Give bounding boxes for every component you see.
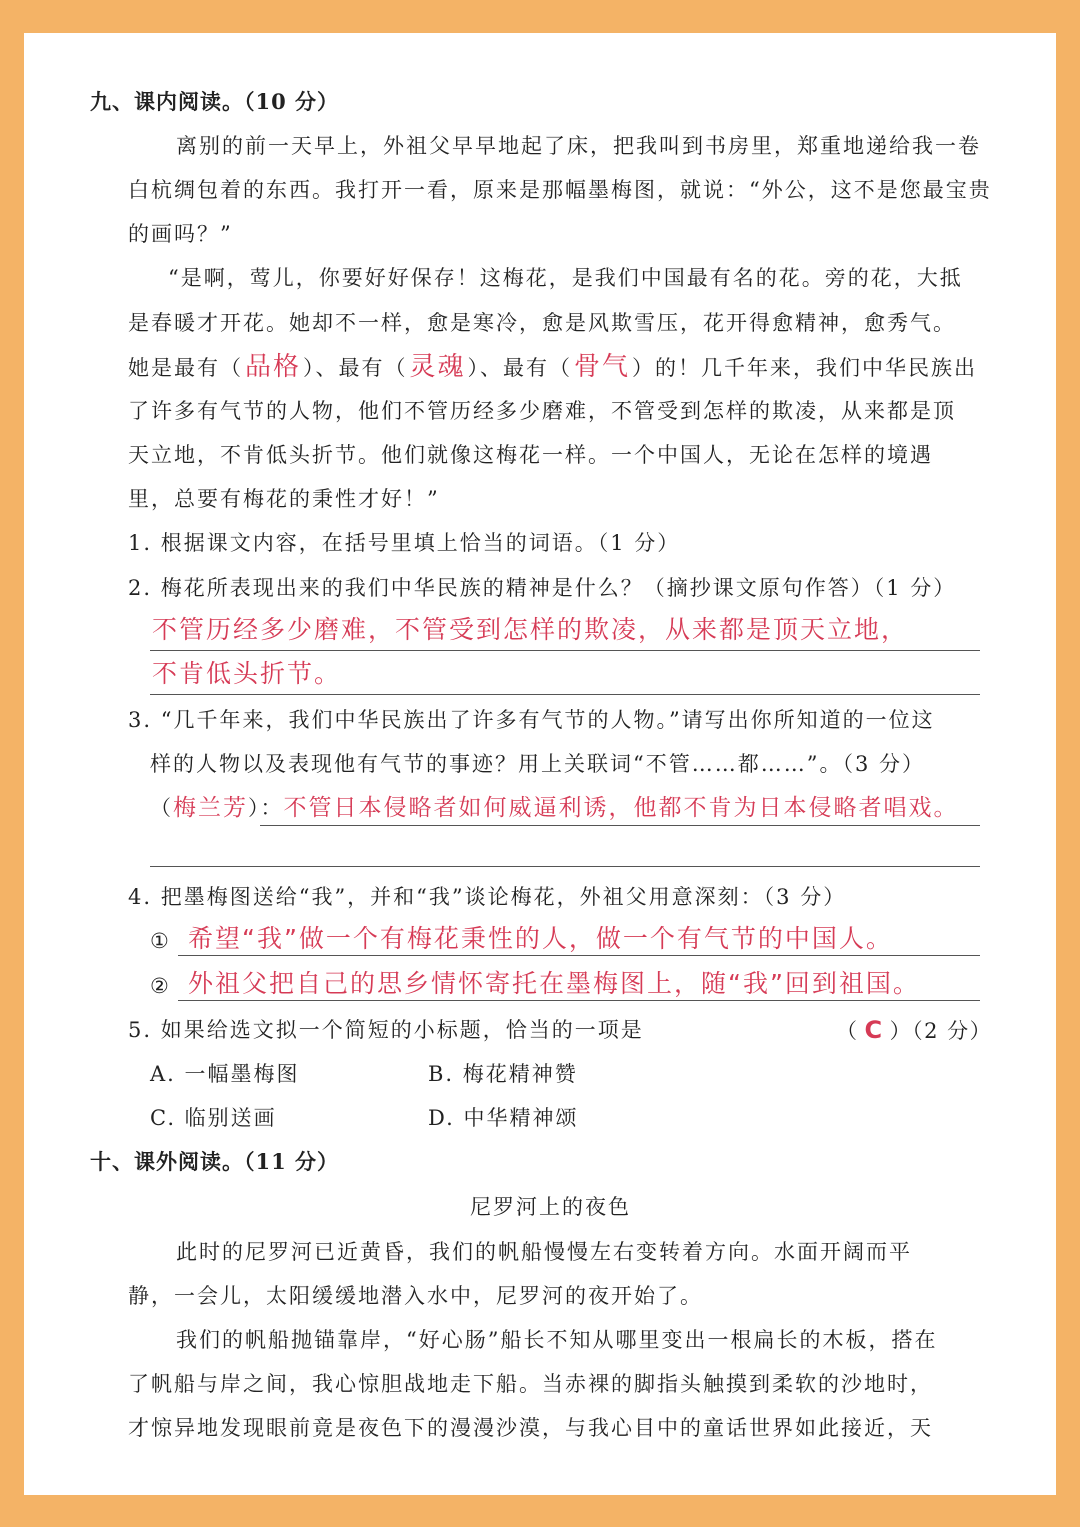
question-1: 1. 根据课文内容，在括号里填上恰当的词语。（1 分） [128,531,681,555]
passage-line: 了许多有气节的人物，他们不管历经多少磨难，不管受到怎样的欺凌，从来都是顶 [128,399,956,423]
answer-underline [150,866,980,867]
passage-line: 是春暖才开花。她却不一样，愈是寒冷，愈是风欺雪压，花开得愈精神，愈秀气。 [128,311,956,335]
section10-heading: 十、课外阅读。（11 分） [90,1149,340,1174]
option-d: D. 中华精神颂 [428,1106,579,1130]
question-4: 4. 把墨梅图送给“我”，并和“我”谈论梅花，外祖父用意深刻：（3 分） [128,885,847,909]
blank-answer-2: 灵魂 [409,352,466,382]
passage-title: 尼罗河上的夜色 [470,1195,631,1219]
passage-line: 里，总要有梅花的秉性才好！” [128,487,440,511]
paren: ）： [248,796,284,820]
blank-answer-3: 骨气 [573,352,630,382]
answer-5-choice: C [864,1016,884,1044]
passage-text: 她是最有（ [128,356,243,380]
answer-underline [150,650,980,651]
question-5-answer [836,1015,992,1046]
paren: （ [150,796,173,820]
answer-underline [260,825,980,826]
blank-answer-1: 品格 [244,352,301,382]
passage-text: ）的！几千年来，我们中华民族出 [632,356,977,380]
paren: ）（2 分） [889,1019,993,1043]
question-5: 5. 如果给选文拟一个简短的小标题，恰当的一项是 [128,1018,644,1042]
passage-line: 天立地，不肯低头折节。他们就像这梅花一样。一个中国人，无论在怎样的境遇 [128,443,933,467]
question-4-marker-2: ② [150,974,171,998]
passage-line: 了帆船与岸之间，我心惊胆战地走下船。当赤裸的脚指头触摸到柔软的沙地时， [128,1372,933,1396]
answer-3-text: 不管日本侵略者如何威逼利诱，他都不肯为日本侵略者唱戏。 [283,795,959,821]
passage-line: 此时的尼罗河已近黄昏，我们的帆船慢慢左右变转着方向。水面开阔而平 [176,1240,912,1264]
answer-underline [178,1000,980,1001]
passage-line-with-blanks [128,352,977,383]
section9-heading: 九、课内阅读。（10 分） [90,89,340,114]
answer-3 [150,793,959,823]
question-3-line2: 样的人物以及表现他有气节的事迹？用上关联词“不管……都……”。（3 分） [150,752,926,776]
answer-2-line1: 不管历经多少磨难，不管受到怎样的欺凌，从来都是顶天立地， [152,615,909,644]
answer-4-2: 外祖父把自己的思乡情怀寄托在墨梅图上，随“我”回到祖国。 [188,969,920,998]
answer-4-1: 希望“我”做一个有梅花秉性的人，做一个有气节的中国人。 [188,924,893,953]
option-b: B. 梅花精神赞 [428,1062,578,1086]
passage-line: 才惊异地发现眼前竟是夜色下的漫漫沙漠，与我心目中的童话世界如此接近，天 [128,1416,933,1440]
passage-text: ）、最有（ [303,356,408,380]
passage-line: 我们的帆船抛锚靠岸，“好心肠”船长不知从哪里变出一根扁长的木板，搭在 [176,1328,938,1352]
question-4-marker-1: ① [150,929,171,953]
passage-line: 白杭绸包着的东西。我打开一看，原来是那幅墨梅图，就说：“外公，这不是您最宝贵 [128,178,992,202]
passage-line: 静，一会儿，太阳缓缓地潜入水中，尼罗河的夜开始了。 [128,1284,703,1308]
answer-3-person: 梅兰芳 [173,795,248,821]
passage-line: 离别的前一天早上，外祖父早早地起了床，把我叫到书房里，郑重地递给我一卷 [176,134,981,158]
option-a: A. 一幅墨梅图 [150,1062,300,1086]
answer-2-line2: 不肯低头折节。 [152,659,342,688]
paren: （ [836,1019,859,1043]
option-c: C. 临别送画 [150,1106,277,1130]
passage-text: ）、最有（ [467,356,572,380]
question-3-line1: 3. “几千年来，我们中华民族出了许多有气节的人物。”请写出你所知道的一位这 [128,708,935,732]
answer-underline [150,694,980,695]
question-2: 2. 梅花所表现出来的我们中华民族的精神是什么？（摘抄课文原句作答）（1 分） [128,576,957,600]
passage-line: 的画吗？” [128,222,233,246]
passage-line: “是啊，莺儿，你要好好保存！这梅花，是我们中国最有名的花。旁的花，大抵 [168,266,963,290]
answer-underline [178,955,980,956]
worksheet-page [24,33,1056,1495]
